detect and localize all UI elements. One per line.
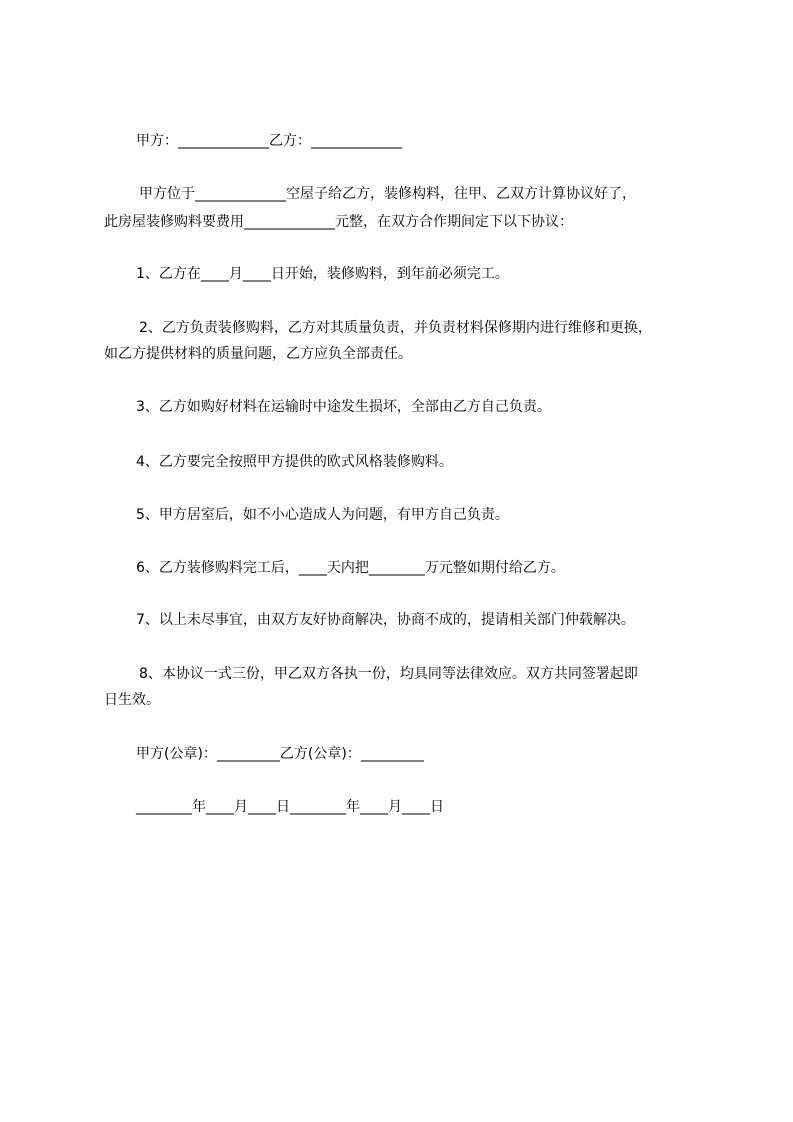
clause-8-line-1: 8、本协议一式三份，甲乙双方各执一份，均具同等法律效应。双方共同签署起即 [139,666,638,682]
intro-line-1: 甲方位于_____________空屋子给乙方，装修构料，往甲、乙双方计算协议好了， [139,186,636,202]
seal-signature-line: 甲方(公章)：_________乙方(公章)：_________ [136,746,424,762]
clause-4: 4、乙方要完全按照甲方提供的欧式风格装修购料。 [136,454,453,470]
intro-line-2: 此房屋装修购料要费用_____________元整，在双方合作期间定下以下协议： [104,214,573,230]
parties-line: 甲方：_____________乙方：_____________ [136,133,402,149]
clause-6: 6、乙方装修购料完工后，____天内把________万元整如期付给乙方。 [136,560,565,576]
clause-1: 1、乙方在____月____日开始，装修购料，到年前必须完工。 [136,266,509,282]
clause-2-line-2: 如乙方提供材料的质量问题，乙方应负全部责任。 [104,346,412,362]
clause-7: 7、以上未尽事宜，由双方友好协商解决，协商不成的，提请相关部门仲载解决。 [136,612,635,628]
clause-8-line-2: 日生效。 [104,692,160,708]
clause-5: 5、甲方居室后，如不小心造成人为问题，有甲方自己负责。 [136,507,509,523]
clause-3: 3、乙方如购好材料在运输时中途发生损坏，全部由乙方自己负责。 [136,399,551,415]
date-signature-line: ________年____月____日________年____月____日 [136,799,444,815]
clause-2-line-1: 2、乙方负责装修购料，乙方对其质量负责，并负责材料保修期内进行维修和更换， [139,320,652,336]
